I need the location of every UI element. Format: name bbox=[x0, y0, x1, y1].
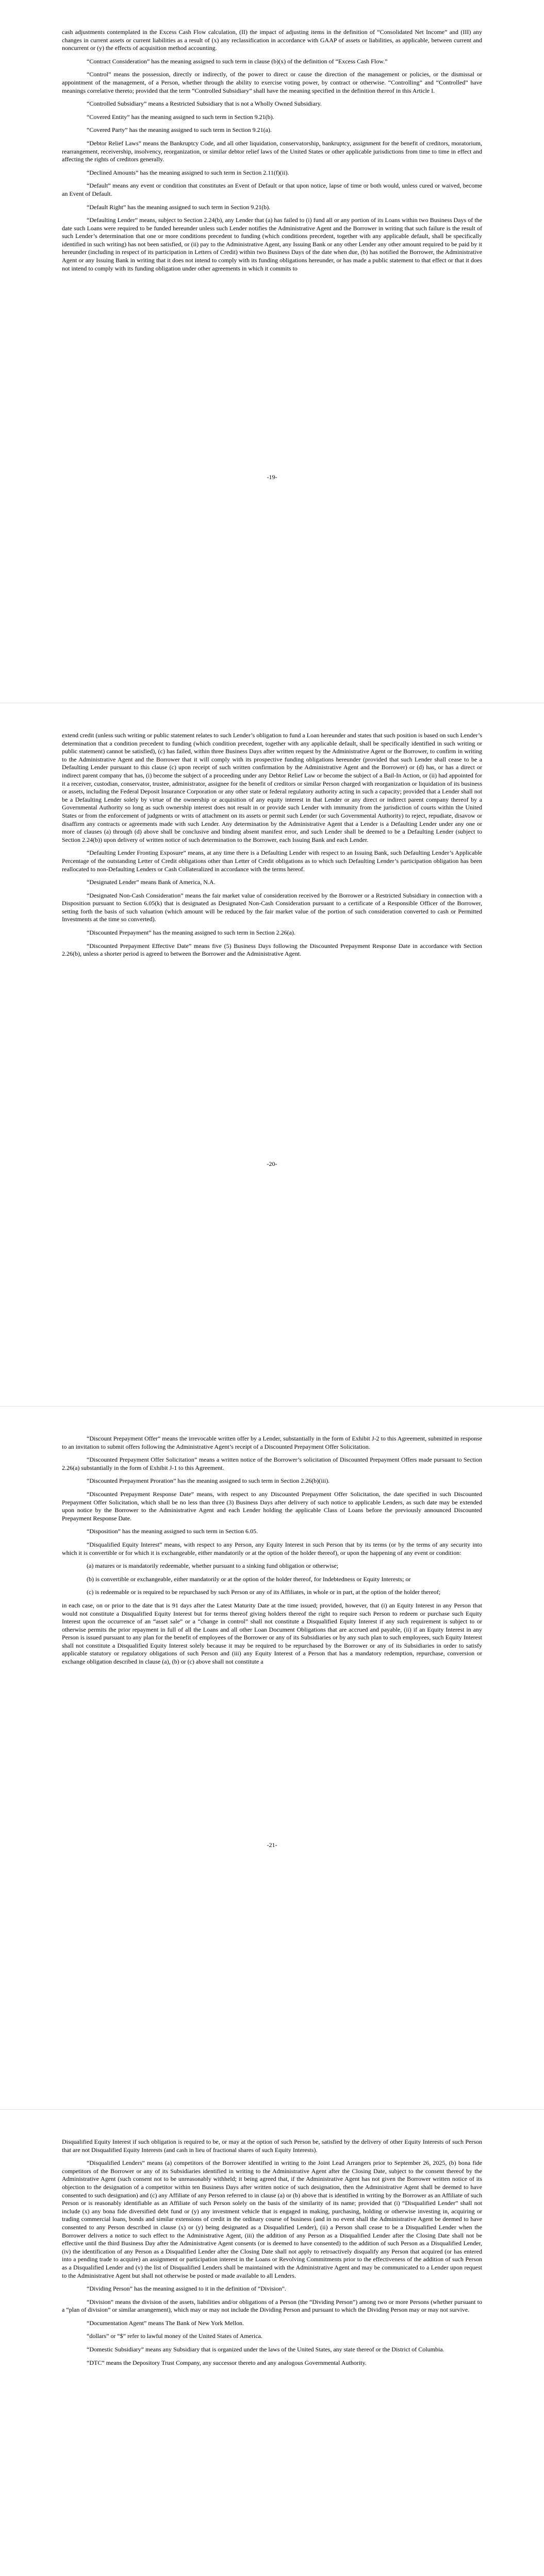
definition-debtor-relief-laws: “Debtor Relief Laws” means the Bankruptcy Code, and all other liquidation, conservatorship, bankruptcy, assignment for the benefit of creditors, moratorium, rearrangement, receivership, insolvency, reorganization, or similar debtor relief laws of the United States or other applicable jurisdictions from time to time in effect and affecting the rights of creditors generally. bbox=[62, 139, 482, 163]
definition-discount-prepayment-offer: “Discount Prepayment Offer” means the irrevocable written offer by a Lender, substantially in the form of Exhibit J-2 to this Agreement, submitted in response to an invitation to submit offers following the Administrative Agent’s receipt of a Discounted Prepayment Offer Solicitation. bbox=[62, 1435, 482, 1450]
paragraph: extend credit (unless such writing or public statement relates to such Lender’s obligation to fund a Loan hereunder and states that such position is based on such Lender’s determination that a condition precedent to funding (which condition precedent, together with any applicable default, shall be specifically identified in such writing or public statement) cannot be satisfied), (c) has failed, within three Business Days after written request by the Administrative Agent or the Borrower, to confirm in writing to the Administrative Agent and the Borrower that it will comply with its prospective funding obligations hereunder (provided that such Lender shall cease to be a Defaulting Lender pursuant to this clause (c) upon receipt of such written confirmation by the Administrative Agent and the Borrower) or (d) has, or has a direct or indirect parent company that has, (i) become the subject of a proceeding under any Debtor Relief Law or become the subject of a Bail-In Action, or (ii) had appointed for it a receiver, custodian, conservator, trustee, administrator, assignee for the benefit of creditors or similar Person charged with reorganization or liquidation of its business or assets, including the Federal Deposit Insurance Corporation or any other state or federal regulatory authority acting in such a capacity; provided that a Lender shall not be a Defaulting Lender solely by virtue of the ownership or acquisition of any equity interest in that Lender or any direct or indirect parent company thereof by a Governmental Authority so long as such ownership interest does not result in or provide such Lender with immunity from the jurisdiction of courts within the United States or from the enforcement of judgments or writs of attachment on its assets or permit such Lender (or such Governmental Authority) to reject, repudiate, disavow or disaffirm any contracts or agreements made with such Lender. Any determination by the Administrative Agent that a Lender is a Defaulting Lender under any one or more of clauses (a) through (d) above shall be conclusive and binding absent manifest error, and such Lender shall be deemed to be a Defaulting Lender (subject to Section 2.24(b)) upon delivery of written notice of such determination to the Borrower, each Issuing Bank and each Lender. bbox=[62, 732, 482, 843]
document-page bbox=[0, 2110, 544, 2576]
definition-declined-amounts: “Declined Amounts” has the meaning assigned to such term in Section 2.11(f)(ii). bbox=[87, 168, 289, 176]
paragraph: in each case, on or prior to the date that is 91 days after the Latest Maturity Date at the time issued; provided, however, that (i) an Equity Interest in any Person that would not constitute a Disqualified Equity Interest but for terms thereof giving holders thereof the right to require such Person to redeem or purchase such Equity Interest upon the occurrence of an “asset sale” or a “change in control” shall not constitute a Disqualified Equity Interest if any such requirement is subject to or otherwise permits the prior repayment in full of all the Loans and all other Loan Document Obligations that are accrued and payable, (ii) if an Equity Interest in any Person is issued pursuant to any plan for the benefit of employees of the Borrower or any of its Subsidiaries or by any such plan to such employees, such Equity Interest shall not constitute a Disqualified Equity Interest solely because it may be required to be repurchased by the Borrower or any of its Subsidiaries in order to satisfy applicable statutory or regulatory obligations of such Person and (iii) any Equity Interest of a Person that has a mandatory redemption, repurchase, conversion or exchange obligation described in clause (a), (b) or (c) above shall not constitute a bbox=[62, 1601, 482, 1666]
definition-designated-lender: “Designated Lender” means Bank of America, N.A. bbox=[87, 878, 216, 886]
definition-contract-consideration: “Contract Consideration” has the meaning assigned to such term in clause (b)(x) of the definition of “Excess Cash Flow.” bbox=[87, 57, 388, 65]
paragraph: cash adjustments contemplated in the Excess Cash Flow calculation, (II) the impact of adjusting items in the definition of “Consolidated Net Income” and (III) any changes in current assets or current liabilities as a result of (x) any reclassification in accordance with GAAP of assets or liabilities, as applicable, between current and noncurrent or (y) the effects of acquisition method accounting. bbox=[62, 28, 482, 52]
definition-domestic-subsidiary: “Domestic Subsidiary” means any Subsidiary that is organized under the laws of the United States, any state thereof or the District of Columbia. bbox=[87, 2346, 444, 2353]
definition-discounted-prepayment-response-date: “Discounted Prepayment Response Date” means, with respect to any Discounted Prepayment Offer Solicitation, the date specified in such Discounted Prepayment Offer Solicitation, which shall be no less than three (3) Business Days after delivery of such notice to applicable Lenders, as such date may be extended upon notice by the Borrower to the Administrative Agent and each Lender holding the applicable Class of Loans before the previously announced Discounted Prepayment Response Date. bbox=[62, 1490, 482, 1522]
definition-dtc: “DTC” means the Depository Trust Company, any successor thereto and any analogous Governmental Authority. bbox=[87, 2359, 367, 2366]
definition-dividing-person: “Dividing Person” has the meaning assigned to it in the definition of “Division”. bbox=[87, 2285, 286, 2293]
definition-discounted-prepayment-offer-solicitation: “Discounted Prepayment Offer Solicitation” means a written notice of the Borrower’s solicitation of Discounted Prepayment Offers made pursuant to Section 2.26(a) substantially in the form of Exhibit J-1 to this Agreement. bbox=[62, 1456, 482, 1471]
paragraph: Disqualified Equity Interest if such obligation is required to be, or may at the option of such Person be, satisfied by the delivery of other Equity Interests of such Person that are not Disqualified Equity Interests (and cash in lieu of fractional shares of such Equity Interests). bbox=[62, 2138, 482, 2154]
definition-control: “Control” means the possession, directly or indirectly, of the power to direct or cause the direction of the management or policies, or the dismissal or appointment of the management, of a Person, whether through the ability to exercise voting power, by contract or otherwise. “Controlling” and “Controlled” have meanings correlative thereto; provided that the term “Controlled Subsidiary” shall have the meaning specified in the definition thereof in this Article I. bbox=[62, 71, 482, 94]
definition-defaulting-lender: “Defaulting Lender” means, subject to Section 2.24(b), any Lender that (a) has failed to (i) fund all or any portion of its Loans within two Business Days of the date such Loans were required to be funded hereunder unless such Lender notifies the Administrative Agent and the Borrower in writing that such failure is the result of such Lender’s determination that one or more conditions precedent to funding (which conditions precedent, together with any applicable default, shall be specifically identified in such writing) has not been satisfied, or (ii) pay to the Administrative Agent, any Issuing Bank or any other Lender any other amount required to be paid by it hereunder (including in respect of its participation in Letters of Credit) within two Business Days of the date when due, (b) has notified the Borrower, the Administrative Agent or any Issuing Bank in writing that it does not intend to comply with its funding obligations hereunder, or has made a public statement to that effect or that it does not intend to comply with its funding obligation under other agreements in which it commits to bbox=[62, 216, 482, 272]
definition-designated-non-cash-consideration: “Designated Non-Cash Consideration” means the fair market value of consideration received by the Borrower or a Restricted Subsidiary in connection with a Disposition pursuant to Section 6.05(k) that is designated as Designated Non-Cash Consideration pursuant to a certificate of a Responsible Officer of the Borrower, setting forth the basis of such valuation (which amount will be reduced by the fair market value of the portion of such consideration converted to cash or Permitted Investments at the time so converted). bbox=[62, 891, 482, 923]
list-item: (b) is convertible or exchangeable, either mandatorily or at the option of the holder thereof, for Indebtedness or Equity Interests; or bbox=[87, 1575, 411, 1583]
definition-division: “Division” means the division of the assets, liabilities and/or obligations of a Person (the “Dividing Person”) among two or more Persons (whether pursuant to a “plan of division” or similar arrangement), which may or may not include the Dividing Person and pursuant to which the Dividing Person may or may not survive. bbox=[62, 2298, 482, 2314]
definition-disqualified-equity-interest: “Disqualified Equity Interest” means, with respect to any Person, any Equity Interest in such Person that by its terms (or by the terms of any security into which it is convertible or for which it is exchangeable, either mandatorily or at the option of the holder thereof), or upon the happening of any event or condition: bbox=[62, 1540, 482, 1556]
list-item: (c) is redeemable or is required to be repurchased by such Person or any of its Affiliates, in whole or in part, at the option of the holder thereof; bbox=[87, 1588, 441, 1596]
definition-disqualified-lenders: “Disqualified Lenders” means (a) competitors of the Borrower identified in writing to the Joint Lead Arrangers prior to September 26, 2025, (b) bona fide competitors of the Borrower or any of its Subsidiaries identified in writing to the Administrative Agent after the Closing Date, subject to the consent thereof by the Administrative Agent (such consent not to be unreasonably withheld; it being agreed that, if the Administrative Agent has not given the Borrower written notice of its objection to the designation of a competitor within ten Business Days after written notice of such designation, then the Administrative Agent shall be deemed to have consented to such designation) and (c) any Affiliate of any Person referred to in clause (a) or (b) above that is identified in writing by the Borrower as an Affiliate of such Person or is reasonably identifiable as an Affiliate of such Person solely on the basis of the similarity of its name; provided that (i) “Disqualified Lender” shall not include (x) any bona fide diversified debt fund or (y) any investment vehicle that is engaged in making, purchasing, holding or otherwise investing in, acquiring or trading commercial loans, bonds and similar extensions of credit in the ordinary course of business (and in no event shall the Administrative Agent be deemed to have consented to any Person described in clause (x) or (y) being designated as a Disqualified Lender), (ii) a Person shall cease to be a Disqualified Lender when the Borrower delivers a notice to such effect to the Administrative Agent, (iii) the addition of any Person as a Disqualified Lender after the Closing Date shall not be effective until the third Business Day after the Administrative Agent consents (or is deemed to have consented) to the addition of such Person as a Disqualified Lender, (iv) the identification of any Person as a Disqualified Lender after the Closing Date shall not apply to retroactively disqualify any Person that acquired (or has entered into a pending trade to acquire) an assignment or participation interest in the Loans or Revolving Commitments prior to the effectiveness of the addition of such Person as a Disqualified Lender and (v) the list of Disqualified Lenders shall be maintained with the Administrative Agent and may be communicated to a Lender upon request to the Administrative Agent but shall not otherwise be posted or made available to all Lenders. bbox=[62, 2159, 482, 2279]
definition-default: “Default” means any event or condition that constitutes an Event of Default or that upon notice, lapse of time or both would, unless cured or waived, become an Event of Default. bbox=[62, 182, 482, 197]
document-page bbox=[0, 703, 544, 1406]
definition-defaulting-lender-fronting-exposure: “Defaulting Lender Fronting Exposure” means, at any time there is a Defaulting Lender with respect to an Issuing Bank, such Defaulting Lender’s Applicable Percentage of the outstanding Letter of Credit obligations other than Letter of Credit obligations as to which such Defaulting Lender’s participation obligation has been reallocated to non-Defaulting Lenders or Cash Collateralized in accordance with the terms hereof. bbox=[62, 849, 482, 873]
document-page bbox=[0, 0, 544, 703]
document-page bbox=[0, 1406, 544, 2110]
definition-covered-entity: “Covered Entity” has the meaning assigned to such term in Section 9.21(b). bbox=[87, 113, 274, 121]
page-number: -20- bbox=[267, 1160, 277, 1167]
definition-disposition: “Disposition” has the meaning assigned to such term in Section 6.05. bbox=[87, 1528, 258, 1535]
definition-controlled-subsidiary: “Controlled Subsidiary” means a Restricted Subsidiary that is not a Wholly Owned Subsidiary. bbox=[87, 100, 322, 108]
page-number: -21- bbox=[267, 1841, 277, 1849]
page-number: -19- bbox=[267, 473, 277, 481]
definition-discounted-prepayment-proration: “Discounted Prepayment Proration” has the meaning assigned to such term in Section 2.26(b)(iii). bbox=[87, 1477, 330, 1485]
definition-default-right: “Default Right” has the meaning assigned to such term in Section 9.21(b). bbox=[87, 203, 271, 211]
definition-discounted-prepayment: “Discounted Prepayment” has the meaning assigned to such term in Section 2.26(a). bbox=[87, 929, 295, 937]
list-item: (a) matures or is mandatorily redeemable, whether pursuant to a sinking fund obligation or otherwise; bbox=[87, 1562, 339, 1570]
definition-documentation-agent: “Documentation Agent” means The Bank of New York Mellon. bbox=[87, 2319, 244, 2327]
definition-discounted-prepayment-effective-date: “Discounted Prepayment Effective Date” means five (5) Business Days following the Discounted Prepayment Response Date in accordance with Section 2.26(b), unless a shorter period is agreed to between the Borrower and the Administrative Agent. bbox=[62, 942, 482, 958]
definition-covered-party: “Covered Party” has the meaning assigned to such term in Section 9.21(a). bbox=[87, 126, 272, 134]
definition-dollars: “dollars” or “$” refer to lawful money of the United States of America. bbox=[87, 2332, 262, 2340]
